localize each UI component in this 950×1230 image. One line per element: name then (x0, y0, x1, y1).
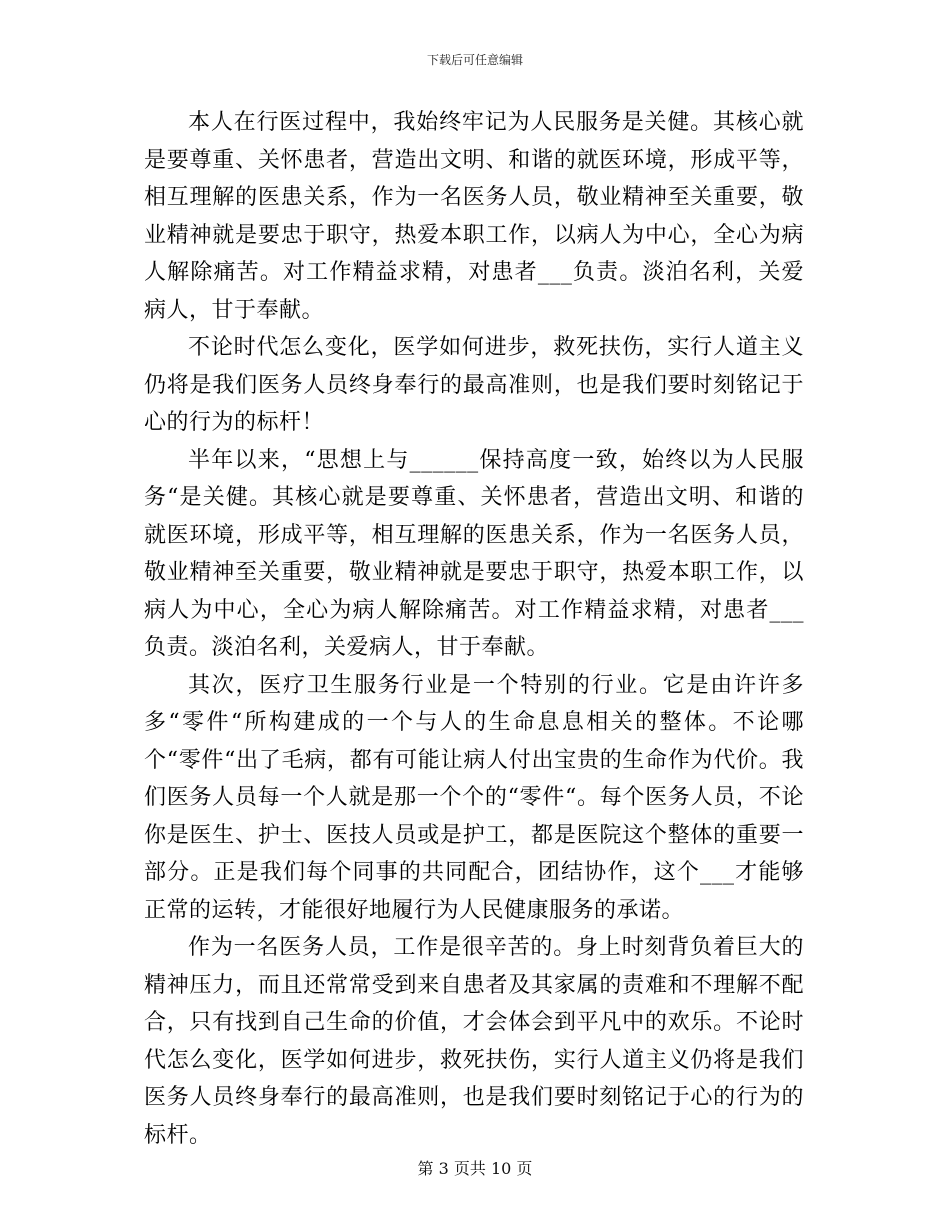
page-header: 下载后可任意编辑 (426, 53, 523, 67)
paragraph-3: 半年以来，“思想上与______保持高度一致，始终以为人民服务“是关健。其核心就是要尊重、关怀患者，营造出文明、和谐的就医环境，形成平等，相互理解的医患关系，作为一名医务人员，敬业精神至关重要，敬业精神就是要忠于职守，热爱本职工作，以病人为中心，全心为病人解除痛苦。对工作精益求精，对患者___负责。淡泊名利，关爱病人，甘于奉献。 (144, 447, 804, 660)
paragraph-2: 不论时代怎么变化，医学如何进步，救死扶伤，实行人道主义仍将是我们医务人员终身奉行的最高准则，也是我们要时刻铭记于心的行为的标杆！ (144, 335, 804, 435)
page-footer: 第 3 页共 10 页 (417, 1159, 533, 1178)
document-body (144, 104, 804, 1154)
paragraph-4: 其次，医疗卫生服务行业是一个特别的行业。它是由许许多多“零件“所构建成的一个与人的生命息息相关的整体。不论哪个“零件“出了毛病，都有可能让病人付出宝贵的生命作为代价。我们医务人员每一个人就是那一个个的“零件“。每个医务人员，不论你是医生、护士、医技人员或是护工，都是医院这个整体的重要一部分。正是我们每个同事的共同配合，团结协作，这个___才能够正常的运转，才能很好地履行为人民健康服务的承诺。 (144, 672, 804, 923)
paragraph-1: 本人在行医过程中，我始终牢记为人民服务是关健。其核心就是要尊重、关怀患者，营造出文明、和谐的就医环境，形成平等，相互理解的医患关系，作为一名医务人员，敬业精神至关重要，敬业精神就是要忠于职守，热爱本职工作，以病人为中心，全心为病人解除痛苦。对工作精益求精，对患者___负责。淡泊名利，关爱病人，甘于奉献。 (144, 110, 804, 323)
paragraph-5: 作为一名医务人员，工作是很辛苦的。身上时刻背负着巨大的精神压力，而且还常常受到来自患者及其家属的责难和不理解不配合，只有找到自己生命的价值，才会体会到平凡中的欢乐。不论时代怎么变化，医学如何进步，救死扶伤，实行人道主义仍将是我们医务人员终身奉行的最高准则，也是我们要时刻铭记于心的行为的标杆。 (144, 935, 804, 1148)
